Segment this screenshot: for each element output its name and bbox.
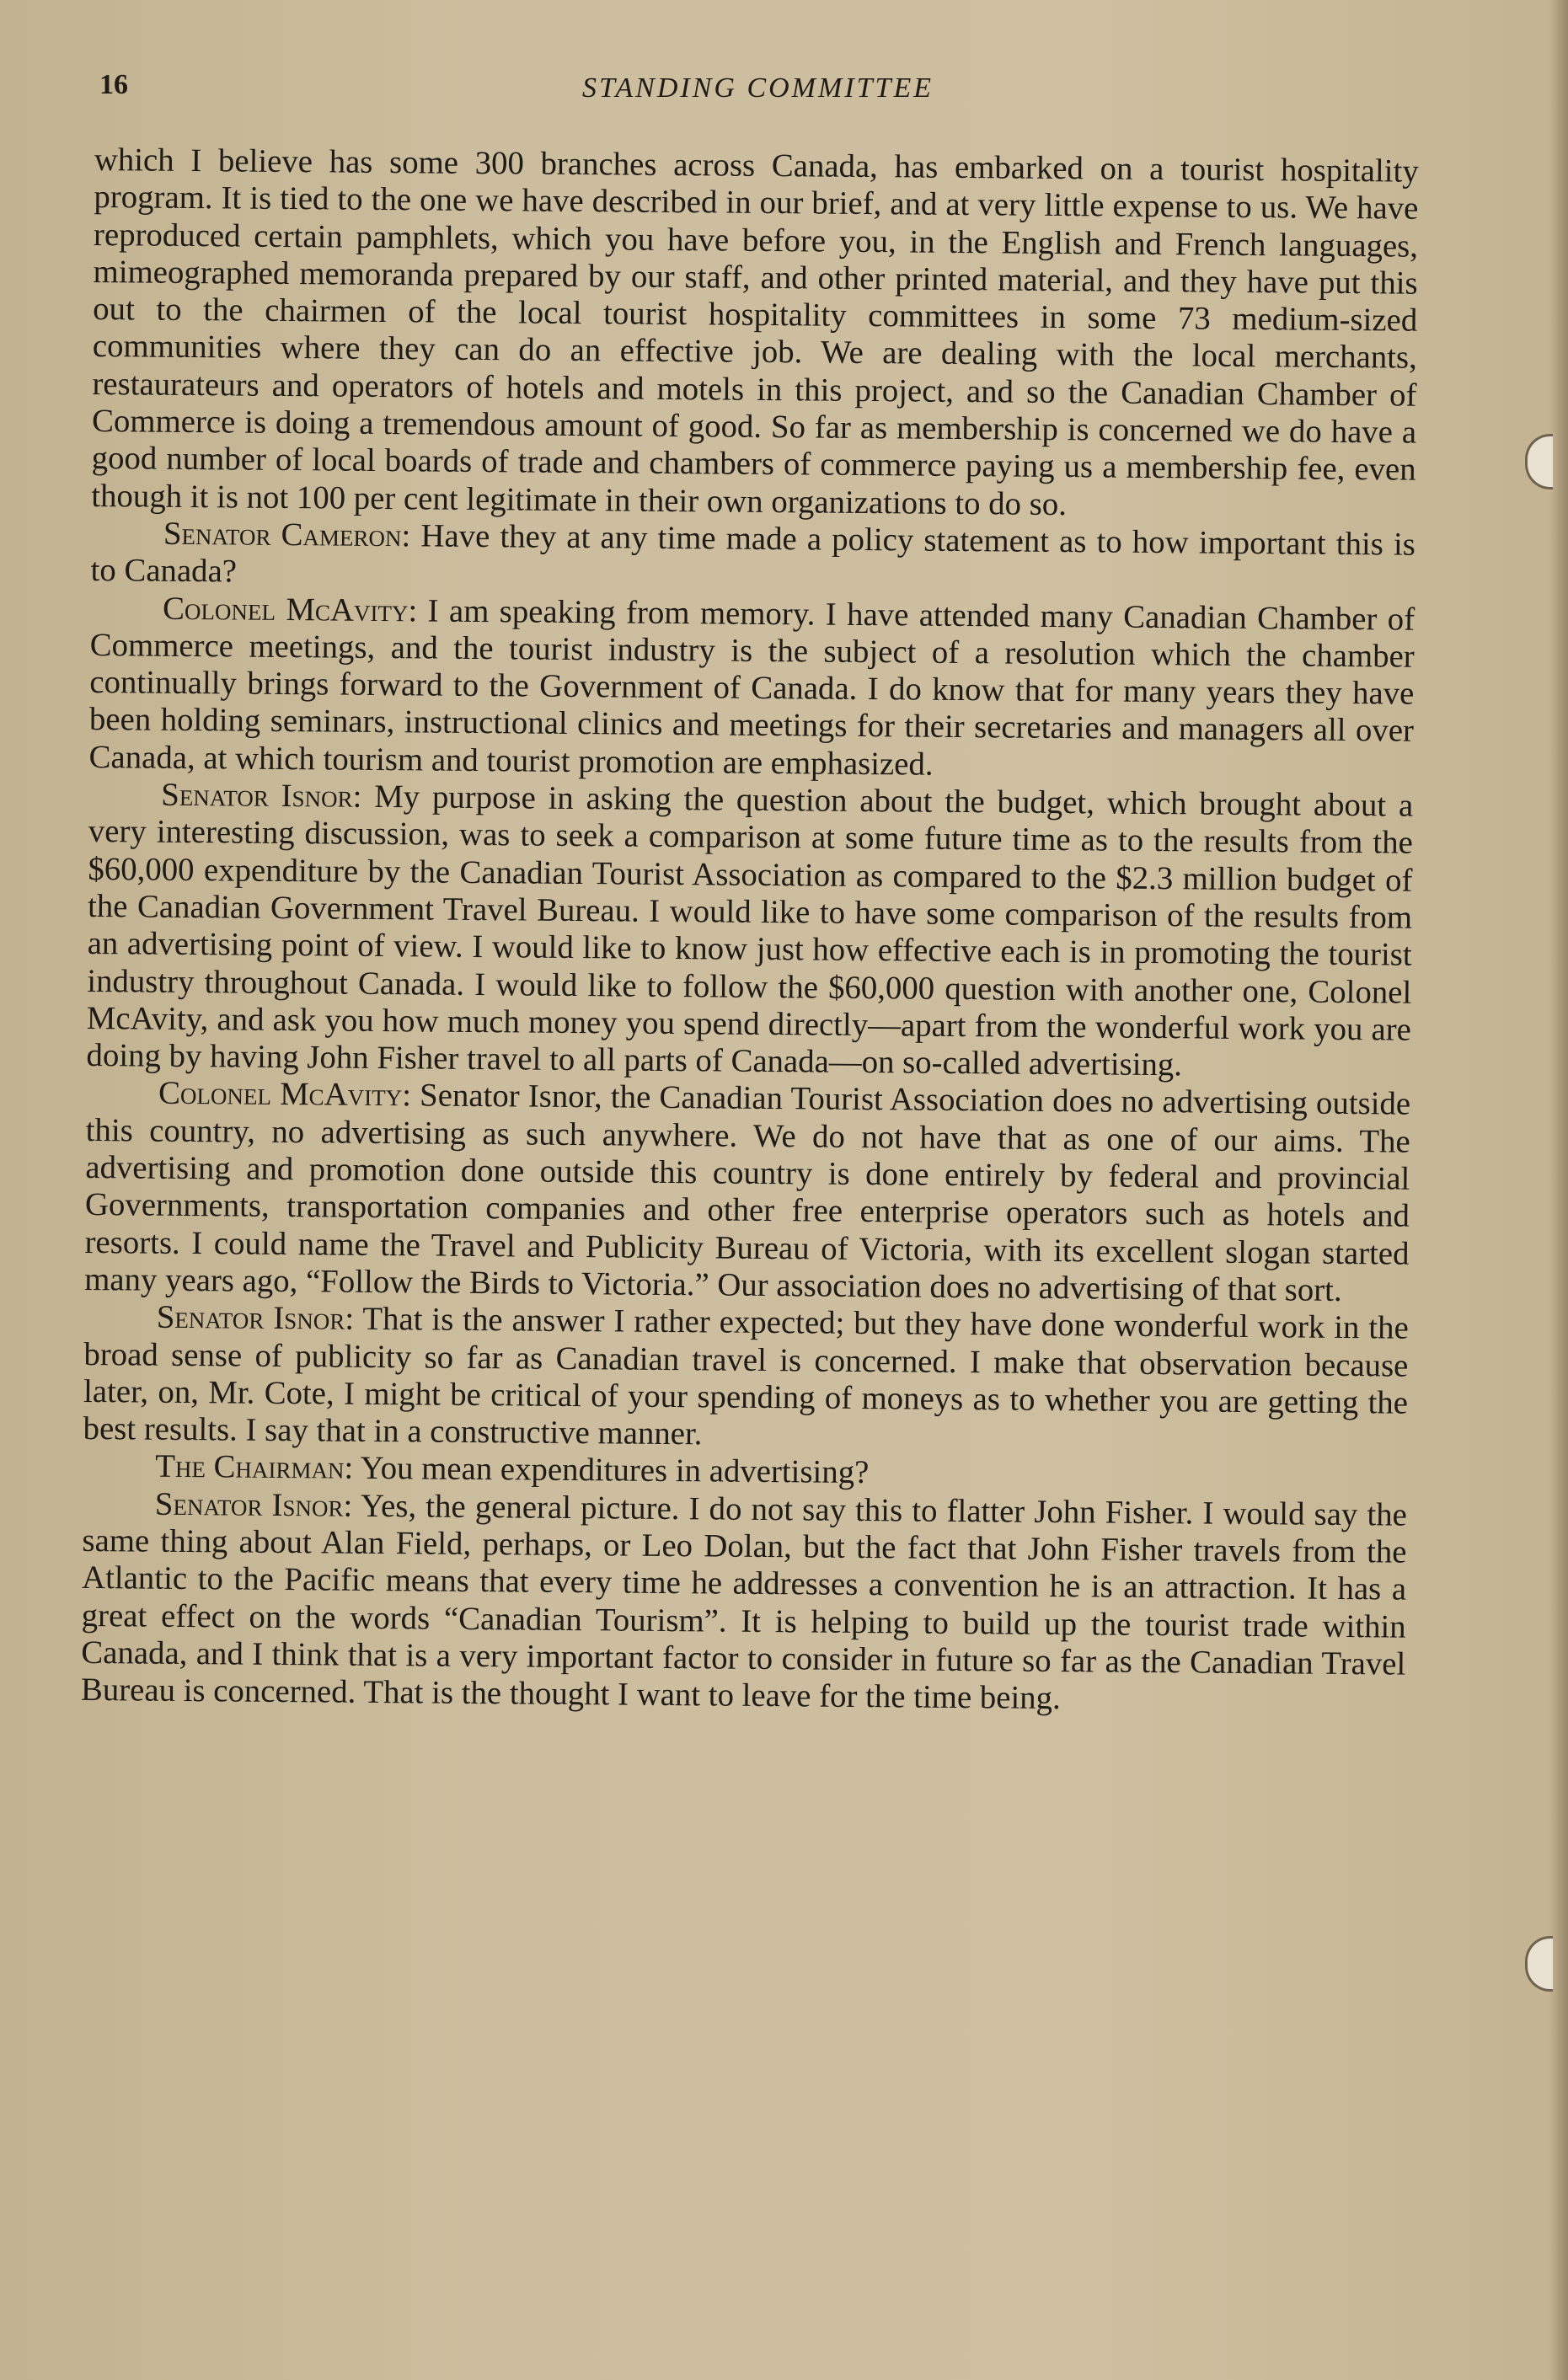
speaker-name: Colonel McAvity: <box>162 590 418 628</box>
page-edge-shadow <box>1549 0 1568 2380</box>
speaker-name: The Chairman: <box>155 1448 354 1487</box>
speaker-name: Senator Isnor: <box>154 1485 353 1524</box>
paragraph <box>90 515 1415 601</box>
paragraph <box>91 142 1419 527</box>
paragraph <box>81 1485 1407 1720</box>
paragraph-text: Senator Isnor, the Canadian Tourist Association does no advertising outside this country, no advertising as such anywhere. We do not have that as one of our aims. The advertising and promotion done outside this country is done entirely by federal and provincial Governments, transportation companies and other free enterprise operators such as hotels and resorts. I could name the Travel and Publicity Bureau of Victoria, with its excellent slogan started many years ago, “Follow the Birds to Victoria.” Our association does no advertising of that sort. <box>84 1077 1411 1308</box>
speaker-name: Colonel McAvity: <box>158 1075 412 1114</box>
paragraph-text: Yes, the general picture. I do not say this to flatter John Fisher. I would say the same thing about Alan Field, perhaps, or Leo Dolan, but the fact that John Fisher travels from the Atlantic to the Pacific means that every time he addresses a convention he is an attraction. It has a great effect on the words “Canadian Tourism”. It is helping to build up the tourist trade within Canada, and I think that is a very important factor to consider in future so far as the Canadian Travel Bureau is concerned. That is the thought I want to leave for the time being. <box>80 1487 1408 1717</box>
speaker-name: Senator Isnor: <box>161 776 362 815</box>
paragraph <box>84 1074 1410 1309</box>
speaker-name: Senator Cameron: <box>163 515 411 554</box>
paragraph-text: That is the answer I rather expected; but they have done wonderful work in the broad sense of publicity so far as Canadian travel is concerned. I make that observation because later, on, Mr. Cote, I might be critical of your spending of moneys as to whether you are getting the best results. I say that in a constructive manner. <box>83 1300 1409 1452</box>
paragraph-text: You mean expenditures in advertising? <box>353 1450 870 1491</box>
paragraph-text: which I believe has some 300 branches across Canada, has embarked on a tourist hospitality program. It is tied to the one we have described in our brief, and at very little expense to us. We have reproduced certain pamphlets, which you have before you, in the English and French languages, mimeographed memoranda prepared by our staff, and other printed material, and they have put this out to the chairmen of the local tourist hospitality committees in some 73 medium-sized communities where they can do an effective job. We are dealing with the local merchants, restaurateurs and operators of hotels and motels in this project, and so the Canadian Chamber of Commerce is doing a tremendous amount of good. So far as membership is concerned we do have a good number of local boards of trade and chambers of commerce paying us a membership fee, even though it is not 100 per cent legitimate in their own organizations to do so. <box>91 142 1419 522</box>
speaker-name: Senator Isnor: <box>156 1298 355 1337</box>
page-number: 16 <box>99 69 128 100</box>
paragraph-text: My purpose in asking the question about the budget, which brought about a very interesting discussion, was to seek a comparison at some future time as to the results from the $60,000 expenditure by the Canadian Tourist Association as compared to the $2.3 million budget of the Canadian Government Travel Bureau. I would like to have some comparison of the results from an advertising point of view. I would like to know just how effective each is in promoting the tourist industry throughout Canada. I would like to follow the $60,000 question with another one, Colonel McAvity, and ask you how much money you spend directly—apart from the wonderful work you are doing by having John Fisher travel to all parts of Canada—on so-called advertising. <box>86 778 1414 1083</box>
punch-hole-icon <box>1525 1936 1553 1992</box>
paragraph <box>88 590 1415 788</box>
running-head: STANDING COMMITTEE <box>582 72 934 104</box>
paragraph <box>86 776 1413 1086</box>
page-header <box>99 69 1416 120</box>
paragraph <box>83 1298 1408 1459</box>
paragraph-text: I am speaking from memory. I have attended many Canadian Chamber of Commerce meetings, and the tourist industry is the subject of a resolution which the chamber continually brings forward to the Government of Canada. I do know that for many years they have been holding seminars, instructional clinics and meetings for their secretaries and managers all over Canada, at which tourism and tourist promotion are emphasized. <box>88 591 1415 783</box>
paragraph-text: Have they at any time made a policy statement as to how important this is to Canada? <box>90 517 1416 590</box>
punch-hole-icon <box>1525 434 1553 489</box>
transcript-body <box>81 142 1419 1720</box>
